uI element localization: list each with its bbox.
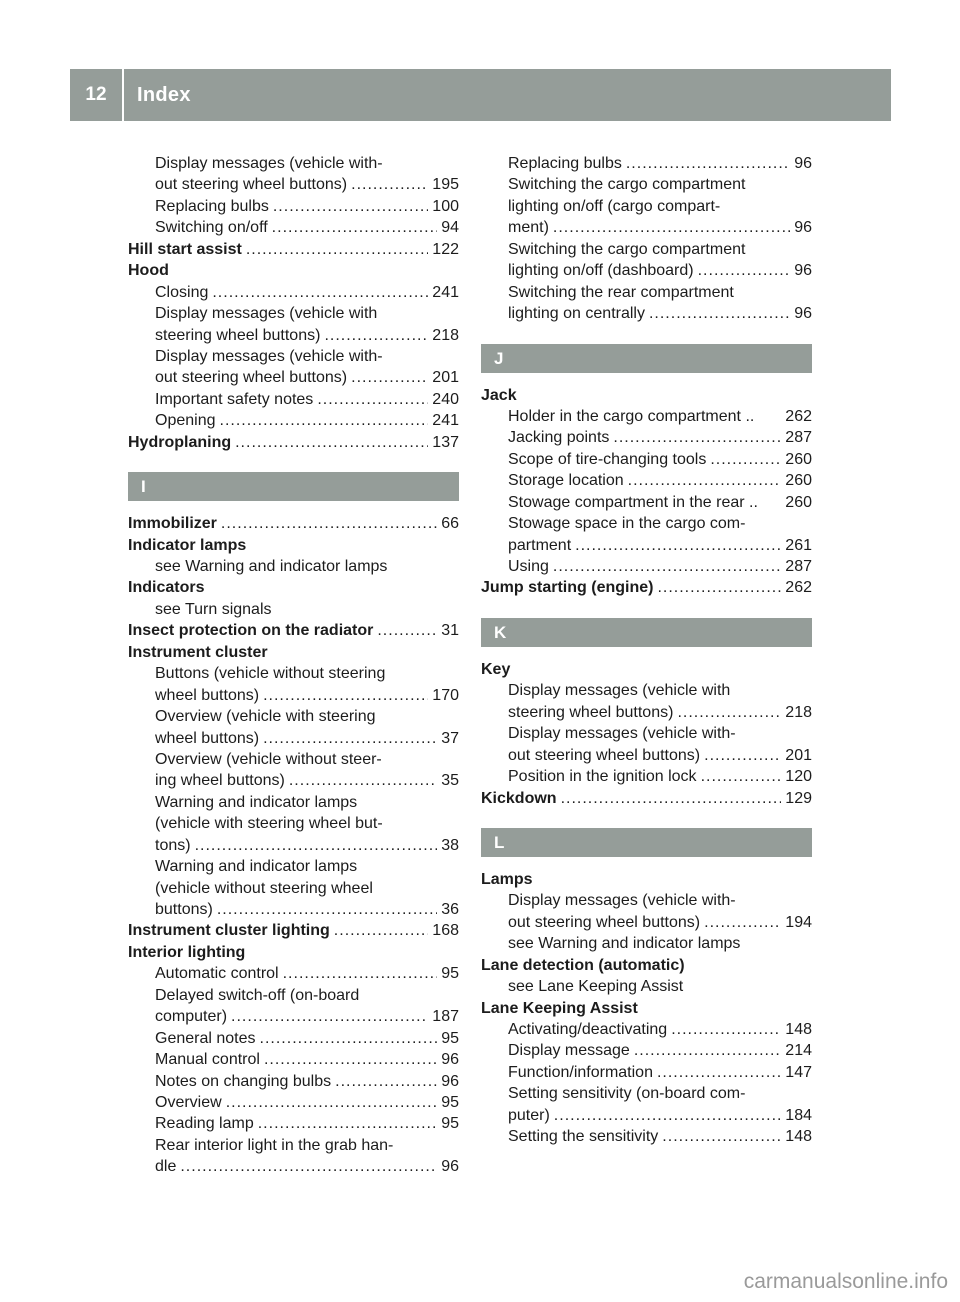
entry-text: Lane detection (automatic) bbox=[481, 956, 685, 974]
leader-dots bbox=[626, 153, 790, 174]
entry-text: Stowage compartment in the rear .. bbox=[508, 493, 758, 511]
page-reference: 31 bbox=[441, 622, 459, 640]
index-subentry bbox=[128, 410, 459, 431]
leader-dots bbox=[628, 470, 782, 491]
leader-dots bbox=[704, 912, 781, 933]
index-subentry bbox=[481, 174, 812, 195]
leader-dots bbox=[220, 410, 429, 431]
index-subentry bbox=[128, 303, 459, 324]
entry-text: dle bbox=[155, 1158, 177, 1176]
index-subentry bbox=[128, 1092, 459, 1113]
entry-text: see Lane Keeping Assist bbox=[508, 978, 684, 996]
index-subentry bbox=[481, 680, 812, 701]
leader-dots bbox=[657, 577, 781, 598]
index-subentry bbox=[128, 856, 459, 877]
leader-dots bbox=[334, 920, 429, 941]
entry-text: Opening bbox=[155, 412, 216, 430]
leader-dots bbox=[553, 556, 781, 577]
entry-text: Interior lighting bbox=[128, 943, 246, 961]
leader-dots bbox=[260, 1028, 437, 1049]
index-subentry bbox=[128, 899, 459, 920]
index-subentry bbox=[128, 878, 459, 899]
entry-text: ing wheel buttons) bbox=[155, 772, 285, 790]
entry-text: Indicators bbox=[128, 579, 205, 597]
entry-text: Switching the cargo compartment bbox=[508, 240, 746, 258]
index-entry bbox=[128, 513, 459, 534]
index-entry bbox=[481, 385, 812, 406]
entry-text: Rear interior light in the grab han- bbox=[155, 1136, 394, 1154]
leader-dots bbox=[317, 389, 428, 410]
index-subentry bbox=[481, 303, 812, 324]
page-reference: 100 bbox=[432, 197, 459, 215]
index-subentry bbox=[128, 728, 459, 749]
entry-text: Important safety notes bbox=[155, 390, 314, 408]
leader-dots bbox=[195, 835, 437, 856]
page-reference: 96 bbox=[441, 1051, 459, 1069]
index-entry bbox=[128, 260, 459, 281]
entry-text: Overview bbox=[155, 1093, 222, 1111]
index-subentry bbox=[128, 1135, 459, 1156]
page-reference: 262 bbox=[785, 579, 812, 597]
page-reference: 241 bbox=[432, 283, 459, 301]
leader-dots bbox=[351, 367, 428, 388]
leader-dots bbox=[649, 303, 790, 324]
index-entry bbox=[481, 788, 812, 809]
page-reference: 260 bbox=[785, 493, 812, 511]
entry-text: Using bbox=[508, 558, 549, 575]
page-reference: 148 bbox=[785, 1021, 812, 1038]
index-subentry bbox=[481, 702, 812, 723]
page-reference: 96 bbox=[794, 262, 812, 280]
index-entry bbox=[481, 869, 812, 890]
entry-text: Notes on changing bulbs bbox=[155, 1072, 332, 1090]
page-reference: 287 bbox=[785, 429, 812, 447]
page-reference: 35 bbox=[441, 772, 459, 790]
index-subentry bbox=[128, 685, 459, 706]
index-subentry bbox=[481, 1040, 812, 1061]
entry-text: see Warning and indicator lamps bbox=[508, 935, 741, 953]
leader-dots bbox=[272, 217, 437, 238]
leader-dots bbox=[554, 1105, 782, 1126]
index-entry bbox=[481, 659, 812, 680]
index-column-left bbox=[128, 153, 459, 1178]
page-reference: 262 bbox=[785, 407, 812, 425]
entry-text: Display message bbox=[508, 1042, 630, 1060]
index-subentry bbox=[481, 492, 812, 513]
page-reference: 95 bbox=[441, 1115, 459, 1133]
index-subentry bbox=[128, 1156, 459, 1177]
entry-text: Switching the rear compartment bbox=[508, 283, 734, 301]
entry-text: computer) bbox=[155, 1008, 228, 1026]
entry-text: Display messages (vehicle with- bbox=[508, 892, 736, 910]
entry-text: Setting sensitivity (on-board com- bbox=[508, 1085, 746, 1103]
entry-text: lighting on/off (dashboard) bbox=[508, 262, 694, 280]
index-subentry bbox=[481, 890, 812, 911]
index-entry bbox=[128, 432, 459, 453]
entry-text: out steering wheel buttons) bbox=[155, 369, 348, 387]
index-subentry bbox=[481, 196, 812, 217]
index-subentry bbox=[481, 282, 812, 303]
entry-text: Jump starting (engine) bbox=[481, 579, 654, 597]
index-subentry bbox=[128, 389, 459, 410]
entry-text: puter) bbox=[508, 1106, 550, 1124]
index-subentry bbox=[128, 174, 459, 195]
leader-dots bbox=[246, 239, 428, 260]
page-number: 12 bbox=[70, 69, 124, 121]
index-subentry bbox=[481, 513, 812, 534]
leader-dots bbox=[283, 963, 437, 984]
entry-text: wheel buttons) bbox=[155, 729, 260, 747]
index-subentry bbox=[128, 599, 459, 620]
entry-text: tons) bbox=[155, 836, 191, 854]
index-subentry bbox=[128, 835, 459, 856]
leader-dots bbox=[704, 745, 781, 766]
page-reference: 260 bbox=[785, 472, 812, 490]
entry-text: Scope of tire-changing tools bbox=[508, 450, 707, 468]
index-subentry bbox=[481, 217, 812, 238]
index-subentry bbox=[481, 449, 812, 470]
index-subentry bbox=[128, 1006, 459, 1027]
page-reference: 261 bbox=[785, 536, 812, 554]
index-column-right bbox=[481, 153, 812, 1148]
leader-dots bbox=[634, 1040, 781, 1061]
entry-text: Instrument cluster lighting bbox=[128, 922, 330, 940]
entry-text: Instrument cluster bbox=[128, 643, 268, 661]
index-subentry bbox=[481, 153, 812, 174]
index-entry bbox=[128, 642, 459, 663]
index-subentry bbox=[481, 427, 812, 448]
index-subentry bbox=[481, 745, 812, 766]
leader-dots bbox=[258, 1113, 437, 1134]
entry-text: Overview (vehicle without steer- bbox=[155, 750, 382, 768]
entry-text: Warning and indicator lamps bbox=[155, 793, 358, 811]
entry-text: Jack bbox=[481, 386, 517, 404]
entry-text: Hood bbox=[128, 262, 169, 280]
index-entry bbox=[481, 577, 812, 598]
entry-text: Display messages (vehicle with bbox=[155, 305, 378, 323]
index-subentry bbox=[128, 196, 459, 217]
entry-text: Hydroplaning bbox=[128, 433, 232, 451]
index-subentry bbox=[128, 1071, 459, 1092]
leader-dots bbox=[212, 282, 428, 303]
entry-text: Kickdown bbox=[481, 789, 557, 807]
page-reference: 37 bbox=[441, 729, 459, 747]
page-reference: 96 bbox=[794, 155, 812, 172]
page-reference: 96 bbox=[794, 219, 812, 237]
entry-text: Lane Keeping Assist bbox=[481, 999, 638, 1017]
page-reference: 170 bbox=[432, 686, 459, 704]
entry-text: Stowage space in the cargo com- bbox=[508, 515, 746, 533]
entry-text: Lamps bbox=[481, 870, 533, 888]
entry-text: Insect protection on the radiator bbox=[128, 622, 374, 640]
page-reference: 287 bbox=[785, 558, 812, 575]
index-subentry bbox=[481, 723, 812, 744]
section-letter-k: K bbox=[481, 618, 812, 647]
index-subentry bbox=[481, 1062, 812, 1083]
index-subentry bbox=[128, 325, 459, 346]
index-entry bbox=[128, 577, 459, 598]
page-reference: 96 bbox=[441, 1072, 459, 1090]
leader-dots bbox=[377, 620, 437, 641]
index-entry bbox=[128, 239, 459, 260]
leader-dots bbox=[351, 174, 428, 195]
leader-dots bbox=[335, 1071, 437, 1092]
leader-dots bbox=[221, 513, 437, 534]
entry-text: ment) bbox=[508, 219, 549, 237]
index-subentry bbox=[481, 470, 812, 491]
index-subentry bbox=[128, 153, 459, 174]
watermark: carmanualsonline.info bbox=[743, 1270, 948, 1293]
leader-dots bbox=[324, 325, 428, 346]
entry-text: General notes bbox=[155, 1029, 256, 1047]
entry-text: out steering wheel buttons) bbox=[508, 746, 701, 764]
page-reference: 148 bbox=[785, 1128, 812, 1146]
index-subentry bbox=[128, 1113, 459, 1134]
entry-text: Indicator lamps bbox=[128, 536, 247, 554]
index-entry bbox=[128, 942, 459, 963]
leader-dots bbox=[235, 432, 428, 453]
index-subentry bbox=[481, 976, 812, 997]
entry-text: Delayed switch-off (on-board bbox=[155, 986, 360, 1004]
entry-text: see Turn signals bbox=[155, 600, 272, 618]
leader-dots bbox=[180, 1156, 437, 1177]
leader-dots bbox=[226, 1092, 437, 1113]
index-subentry bbox=[128, 1049, 459, 1070]
leader-dots bbox=[263, 728, 437, 749]
page-reference: 38 bbox=[441, 836, 459, 854]
entry-text: Replacing bulbs bbox=[508, 155, 622, 172]
section-letter-l: L bbox=[481, 828, 812, 857]
page-reference: 240 bbox=[432, 390, 459, 408]
entry-text: Immobilizer bbox=[128, 515, 217, 533]
entry-text: Display messages (vehicle with- bbox=[155, 155, 383, 172]
leader-dots bbox=[289, 770, 437, 791]
page-reference: 214 bbox=[785, 1042, 812, 1060]
entry-text: lighting on/off (cargo compart- bbox=[508, 197, 721, 215]
page-title: Index bbox=[137, 83, 191, 106]
leader-dots bbox=[231, 1006, 428, 1027]
index-entry bbox=[128, 620, 459, 641]
entry-text: Hill start assist bbox=[128, 240, 242, 258]
entry-text: steering wheel buttons) bbox=[508, 703, 674, 721]
leader-dots bbox=[710, 449, 781, 470]
index-subentry bbox=[481, 1126, 812, 1147]
entry-text: Setting the sensitivity bbox=[508, 1128, 659, 1146]
entry-text: see Warning and indicator lamps bbox=[155, 558, 388, 575]
index-subentry bbox=[128, 217, 459, 238]
section-letter-j: J bbox=[481, 344, 812, 373]
page-reference: 184 bbox=[785, 1106, 812, 1124]
page-reference: 260 bbox=[785, 450, 812, 468]
page-reference: 241 bbox=[432, 412, 459, 430]
index-subentry bbox=[128, 556, 459, 577]
entry-text: Jacking points bbox=[508, 429, 610, 447]
index-entry bbox=[128, 535, 459, 556]
index-subentry bbox=[481, 1105, 812, 1126]
index-subentry bbox=[481, 406, 812, 427]
page-reference: 129 bbox=[785, 789, 812, 807]
entry-text: steering wheel buttons) bbox=[155, 326, 321, 344]
leader-dots bbox=[698, 260, 790, 281]
leader-dots bbox=[671, 1019, 781, 1040]
entry-text: (vehicle without steering wheel bbox=[155, 879, 373, 897]
entry-text: partment bbox=[508, 536, 572, 554]
page-reference: 36 bbox=[441, 901, 459, 918]
entry-text: Holder in the cargo compartment .. bbox=[508, 407, 755, 425]
page-header bbox=[70, 69, 891, 121]
index-entry bbox=[128, 920, 459, 941]
entry-text: (vehicle with steering wheel but- bbox=[155, 815, 383, 833]
page-reference: 96 bbox=[441, 1158, 459, 1176]
page-reference: 66 bbox=[441, 515, 459, 533]
entry-text: Overview (vehicle with steering bbox=[155, 708, 376, 726]
leader-dots bbox=[662, 1126, 781, 1147]
entry-text: out steering wheel buttons) bbox=[508, 913, 701, 931]
page-reference: 94 bbox=[441, 219, 459, 237]
entry-text: Switching on/off bbox=[155, 219, 268, 237]
index-entry bbox=[481, 955, 812, 976]
leader-dots bbox=[273, 196, 428, 217]
entry-text: wheel buttons) bbox=[155, 686, 260, 704]
index-subentry bbox=[481, 912, 812, 933]
index-subentry bbox=[128, 963, 459, 984]
index-subentry bbox=[481, 1019, 812, 1040]
page-reference: 218 bbox=[432, 326, 459, 344]
page-reference: 137 bbox=[432, 433, 459, 451]
index-subentry bbox=[481, 535, 812, 556]
index-subentry bbox=[481, 1083, 812, 1104]
entry-text: Automatic control bbox=[155, 965, 279, 983]
entry-text: Replacing bulbs bbox=[155, 197, 269, 215]
page-reference: 95 bbox=[441, 1093, 459, 1111]
index-subentry bbox=[128, 749, 459, 770]
page-reference: 95 bbox=[441, 965, 459, 983]
index-subentry bbox=[481, 766, 812, 787]
page-reference: 218 bbox=[785, 703, 812, 721]
index-subentry bbox=[128, 706, 459, 727]
leader-dots bbox=[657, 1062, 781, 1083]
entry-text: lighting on centrally bbox=[508, 305, 645, 323]
entry-text: Closing bbox=[155, 283, 209, 301]
page-reference: 201 bbox=[432, 369, 459, 387]
index-subentry bbox=[128, 1028, 459, 1049]
index-subentry bbox=[128, 346, 459, 367]
entry-text: Manual control bbox=[155, 1051, 260, 1069]
page-reference: 168 bbox=[432, 922, 459, 940]
index-subentry bbox=[128, 792, 459, 813]
leader-dots bbox=[575, 535, 781, 556]
page-reference: 195 bbox=[432, 176, 459, 194]
index-entry bbox=[481, 998, 812, 1019]
entry-text: Display messages (vehicle with- bbox=[508, 725, 736, 743]
index-subentry bbox=[481, 556, 812, 577]
leader-dots bbox=[701, 766, 782, 787]
page-reference: 194 bbox=[785, 913, 812, 931]
entry-text: Warning and indicator lamps bbox=[155, 858, 358, 876]
index-subentry bbox=[481, 239, 812, 260]
page-reference: 120 bbox=[785, 768, 812, 786]
entry-text: Switching the cargo compartment bbox=[508, 176, 746, 194]
entry-text: Position in the ignition lock bbox=[508, 768, 697, 786]
leader-dots bbox=[217, 899, 437, 920]
index-subentry bbox=[128, 367, 459, 388]
index-subentry bbox=[481, 933, 812, 954]
page-reference: 95 bbox=[441, 1029, 459, 1047]
leader-dots bbox=[561, 788, 782, 809]
index-subentry bbox=[128, 663, 459, 684]
leader-dots bbox=[263, 685, 428, 706]
leader-dots bbox=[553, 217, 790, 238]
leader-dots bbox=[613, 427, 781, 448]
index-subentry bbox=[128, 813, 459, 834]
entry-text: Buttons (vehicle without steering bbox=[155, 665, 386, 683]
index-subentry bbox=[128, 770, 459, 791]
entry-text: Activating/deactivating bbox=[508, 1021, 668, 1038]
index-subentry bbox=[128, 985, 459, 1006]
entry-text: Reading lamp bbox=[155, 1115, 254, 1133]
page-reference: 187 bbox=[432, 1008, 459, 1026]
section-letter-i: I bbox=[128, 472, 459, 501]
entry-text: out steering wheel buttons) bbox=[155, 176, 348, 194]
entry-text: Storage location bbox=[508, 472, 624, 490]
page-reference: 201 bbox=[785, 746, 812, 764]
entry-text: Display messages (vehicle with- bbox=[155, 347, 383, 365]
index-subentry bbox=[481, 260, 812, 281]
page-reference: 147 bbox=[785, 1063, 812, 1081]
page-reference: 122 bbox=[432, 240, 459, 258]
entry-text: Function/information bbox=[508, 1063, 653, 1081]
leader-dots bbox=[677, 702, 781, 723]
leader-dots bbox=[264, 1049, 437, 1070]
page-reference: 96 bbox=[794, 305, 812, 323]
entry-text: Key bbox=[481, 660, 511, 678]
entry-text: Display messages (vehicle with bbox=[508, 682, 731, 700]
entry-text: buttons) bbox=[155, 901, 213, 918]
index-subentry bbox=[128, 282, 459, 303]
